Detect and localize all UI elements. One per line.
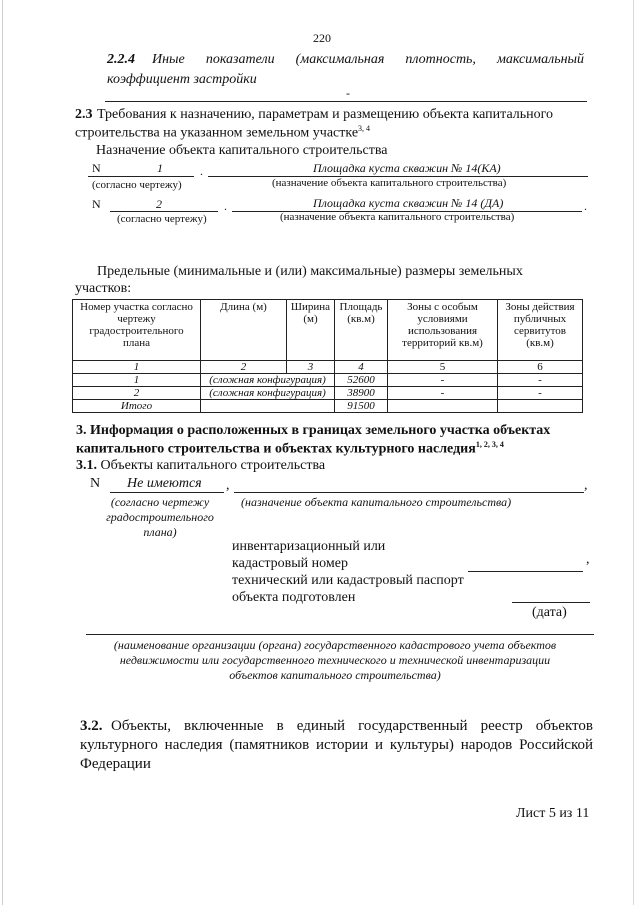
organization-caption-line3: объектов капитального строительства) — [229, 668, 441, 682]
table-cell: 3 — [287, 361, 335, 374]
section-32-line2: культурного наследия (памятников истории и культуры) народов Российской — [80, 737, 593, 753]
table-cell — [498, 400, 583, 413]
purpose-row1-value: Площадка куста скважин № 14(КА) — [313, 161, 501, 175]
organization-caption — [70, 638, 600, 683]
th-plot-number: Номер участка согласно чертежу градостроительного плана — [73, 300, 201, 361]
organization-caption-line2: недвижимости или государственного технического и технической инвентаризации — [119, 653, 551, 667]
limits-line2: участков: — [75, 281, 132, 296]
table-cell: - — [388, 387, 498, 400]
section-31-purpose-line — [234, 492, 584, 493]
caption-left-line1: (согласно чертежу — [110, 495, 210, 509]
caption-left-line2: градостроительного — [106, 510, 214, 524]
organization-line — [86, 634, 594, 635]
section-31-heading: 3.1. Объекты капитального строительства — [76, 458, 326, 473]
page-number: 220 — [313, 31, 331, 45]
section-224-text-line2: коэффициент застройки — [107, 72, 257, 87]
section-224-underline — [105, 101, 587, 102]
land-plot-table — [72, 299, 583, 413]
section-31-caption-left — [95, 495, 225, 540]
table-cell: 1 — [73, 361, 201, 374]
section-23-line1: Требования к назначению, параметрам и размещению объекта капитального — [97, 107, 554, 122]
section-31-end-comma: , — [584, 478, 588, 493]
inventory-line2: кадастровый номер — [232, 556, 348, 571]
th-width: Ширина (м) — [287, 300, 335, 361]
table-total-label: Итого — [73, 400, 201, 413]
table-cell — [388, 400, 498, 413]
scan-edge-right — [633, 0, 634, 905]
section-31-caption-right: (назначение объекта капитального строительства) — [241, 495, 512, 509]
table-cell: 2 — [201, 361, 287, 374]
inventory-line1: инвентаризационный или — [232, 539, 386, 554]
passport-line2: объекта подготовлен — [232, 590, 356, 605]
organization-caption-line1: (наименование организации (органа) государственного кадастрового учета объектов — [113, 638, 557, 652]
table-cell: (сложная конфигурация) — [201, 374, 335, 387]
purpose-row2-number: 2 — [156, 197, 162, 211]
inventory-comma: , — [586, 552, 590, 567]
purpose-row1-caption-left: (согласно чертежу) — [92, 179, 182, 191]
purpose-row2-end: . — [584, 199, 587, 213]
table-cell: - — [498, 387, 583, 400]
section-32-number: 3.2. — [80, 718, 103, 734]
table-cell: 52600 — [335, 374, 388, 387]
purpose-row2-dot: . — [224, 199, 227, 213]
table-cell: - — [498, 374, 583, 387]
table-row — [73, 374, 583, 387]
purpose-row2-caption-left: (согласно чертежу) — [117, 213, 207, 225]
table-cell: 1 — [73, 374, 201, 387]
caption-left-line3: плана) — [143, 525, 177, 539]
date-caption: (дата) — [532, 605, 567, 620]
passport-line1: технический или кадастровый паспорт — [232, 573, 464, 588]
purpose-row1-caption-right: (назначение объекта капитального строительства) — [272, 177, 507, 189]
table-cell — [201, 400, 335, 413]
table-cell: 6 — [498, 361, 583, 374]
th-area: Площадь (кв.м) — [335, 300, 388, 361]
date-line — [512, 602, 590, 603]
table-total-row — [73, 400, 583, 413]
table-cell: 38900 — [335, 387, 388, 400]
inventory-number-line — [468, 571, 583, 572]
table-index-row — [73, 361, 583, 374]
table-cell: (сложная конфигурация) — [201, 387, 335, 400]
th-special-zones: Зоны с особым условиями использования территорий кв.м) — [388, 300, 498, 361]
th-length: Длина (м) — [201, 300, 287, 361]
purpose-row2-num-line — [110, 211, 218, 212]
section-32-line1: Объекты, включенные в единый государственный реестр объектов — [111, 718, 593, 734]
table-cell: - — [388, 374, 498, 387]
section-31-value-line — [110, 492, 224, 493]
section-224-text-line1: Иные показатели (максимальная плотность, максимальный — [152, 52, 584, 67]
purpose-row1-num-line — [88, 176, 194, 177]
table-header-row — [73, 300, 583, 361]
section-224-value: - — [346, 86, 350, 100]
section-31-value: Не имеются — [127, 476, 202, 491]
section-3-line1: 3. Информация о расположенных в границах земельного участка объектах — [76, 423, 551, 438]
section-31-n: N — [90, 476, 101, 491]
limits-line1: Предельные (минимальные и (или) максимальные) размеры земельных — [97, 264, 523, 279]
table-cell: 2 — [73, 387, 201, 400]
table-total-area: 91500 — [335, 400, 388, 413]
purpose-row2-caption-right: (назначение объекта капитального строительства) — [280, 211, 515, 223]
purpose-row1-number: 1 — [157, 161, 163, 175]
scan-edge-left — [2, 0, 3, 905]
purpose-row2-value: Площадка куста скважин № 14 (ДА) — [313, 196, 504, 210]
sheet-counter: Лист 5 из 11 — [516, 806, 590, 821]
th-easement-zones: Зоны действия публичных сервитутов (кв.м) — [498, 300, 583, 361]
section-32-line3: Федерации — [80, 756, 151, 772]
table-cell: 5 — [388, 361, 498, 374]
table-row — [73, 387, 583, 400]
section-23-line2: строительства на указанном земельном участке$^{3, 4}$ — [75, 124, 371, 141]
section-31-comma: , — [226, 478, 230, 493]
table-cell: 4 — [335, 361, 388, 374]
purpose-row1-n: N — [92, 161, 101, 175]
purpose-heading: Назначение объекта капитального строительства — [96, 143, 388, 158]
section-23-number: 2.3 — [75, 107, 93, 122]
purpose-row1-dot: . — [200, 164, 203, 178]
section-3-line2: капитального строительства и объектах культурного наследия$^{1, 2, 3, 4}$ — [76, 440, 504, 457]
section-224-number: 2.2.4 — [107, 52, 135, 67]
purpose-row2-n: N — [92, 197, 101, 211]
